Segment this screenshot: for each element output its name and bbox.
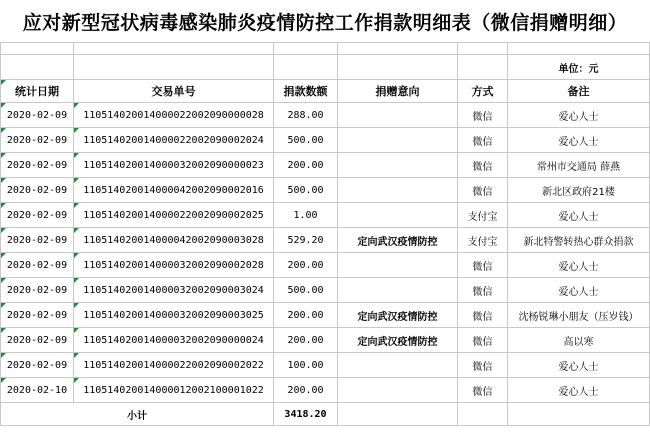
table-row [1,253,650,278]
cell-serial: 110514020014000032002090000024 [74,328,274,353]
cell-date: 2020-02-09 [1,328,74,353]
table-row [1,103,650,128]
cell-serial: 110514020014000012002100001022 [74,378,274,403]
cell-purpose: 定向武汉疫情防控 [338,328,458,353]
table-row [1,203,650,228]
cell-amount: 500.00 [274,178,338,203]
header-date: 统计日期 [1,80,74,103]
cell-purpose [338,153,458,178]
cell-remark: 沈杨锐琳小朋友（压岁钱） [508,303,650,328]
cell-date: 2020-02-09 [1,228,74,253]
table-row [1,178,650,203]
cell-date: 2020-02-09 [1,178,74,203]
table-row [1,128,650,153]
cell-date: 2020-02-10 [1,378,74,403]
table-row [1,328,650,353]
cell-amount: 500.00 [274,128,338,153]
cell-date: 2020-02-09 [1,278,74,303]
cell-amount: 1.00 [274,203,338,228]
blank-row [1,43,650,55]
cell-amount: 500.00 [274,278,338,303]
cell-method: 支付宝 [458,203,508,228]
cell-serial: 110514020014000032002090002028 [74,253,274,278]
cell-date: 2020-02-09 [1,128,74,153]
table-row [1,228,650,253]
cell-serial: 110514020014000042002090003028 [74,228,274,253]
cell-method: 微信 [458,353,508,378]
cell-serial: 110514020014000032002090003024 [74,278,274,303]
cell-date: 2020-02-09 [1,303,74,328]
header-method: 方式 [458,80,508,103]
cell-purpose [338,278,458,303]
cell-purpose [338,103,458,128]
cell-remark: 爱心人士 [508,378,650,403]
cell-amount: 529.20 [274,228,338,253]
cell-purpose: 定向武汉疫情防控 [338,228,458,253]
total-row [1,403,650,426]
cell-serial: 110514020014000032002090000023 [74,153,274,178]
cell-remark: 爱心人士 [508,353,650,378]
cell-method: 微信 [458,303,508,328]
cell-purpose [338,128,458,153]
cell-serial: 110514020014000022002090002025 [74,203,274,228]
cell-method: 微信 [458,278,508,303]
cell-date: 2020-02-09 [1,203,74,228]
cell-method: 微信 [458,103,508,128]
header-row [1,80,650,103]
cell-purpose [338,203,458,228]
cell-method: 微信 [458,153,508,178]
cell-remark: 常州市交通局 薛燕 [508,153,650,178]
cell-remark: 新北区政府21楼 [508,178,650,203]
cell-method: 微信 [458,128,508,153]
cell-amount: 200.00 [274,153,338,178]
cell-method: 微信 [458,178,508,203]
unit-label: 单位：元 [508,55,650,80]
cell-purpose [338,378,458,403]
cell-purpose [338,353,458,378]
cell-method: 支付宝 [458,228,508,253]
cell-remark: 爱心人士 [508,253,650,278]
unit-row [1,55,650,80]
cell-method: 微信 [458,328,508,353]
cell-serial: 110514020014000032002090003025 [74,303,274,328]
cell-serial: 110514020014000022002090000028 [74,103,274,128]
donation-table [0,42,650,426]
cell-amount: 200.00 [274,378,338,403]
table-row [1,378,650,403]
cell-remark: 爱心人士 [508,103,650,128]
cell-amount: 200.00 [274,303,338,328]
cell-amount: 288.00 [274,103,338,128]
header-serial: 交易单号 [74,80,274,103]
header-amount: 捐款数额 [274,80,338,103]
cell-amount: 200.00 [274,328,338,353]
cell-purpose [338,253,458,278]
cell-amount: 100.00 [274,353,338,378]
cell-serial: 110514020014000042002090002016 [74,178,274,203]
cell-purpose [338,178,458,203]
cell-remark: 高以寒 [508,328,650,353]
cell-purpose: 定向武汉疫情防控 [338,303,458,328]
cell-remark: 爱心人士 [508,128,650,153]
total-amount: 3418.20 [274,403,338,426]
cell-remark: 新北特警转热心群众捐款 [508,228,650,253]
table-row [1,353,650,378]
table-row [1,278,650,303]
sheet-title: 应对新型冠状病毒感染肺炎疫情防控工作捐款明细表（微信捐赠明细） [22,11,628,34]
header-purpose: 捐赠意向 [338,80,458,103]
table-row [1,153,650,178]
cell-date: 2020-02-09 [1,103,74,128]
cell-date: 2020-02-09 [1,353,74,378]
cell-date: 2020-02-09 [1,253,74,278]
cell-date: 2020-02-09 [1,153,74,178]
table-row [1,303,650,328]
cell-amount: 200.00 [274,253,338,278]
cell-remark: 爱心人士 [508,278,650,303]
cell-method: 微信 [458,253,508,278]
cell-serial: 110514020014000022002090002024 [74,128,274,153]
cell-method: 微信 [458,378,508,403]
cell-serial: 110514020014000022002090002022 [74,353,274,378]
cell-remark: 爱心人士 [508,203,650,228]
header-remark: 备注 [508,80,650,103]
total-label: 小计 [1,403,274,426]
